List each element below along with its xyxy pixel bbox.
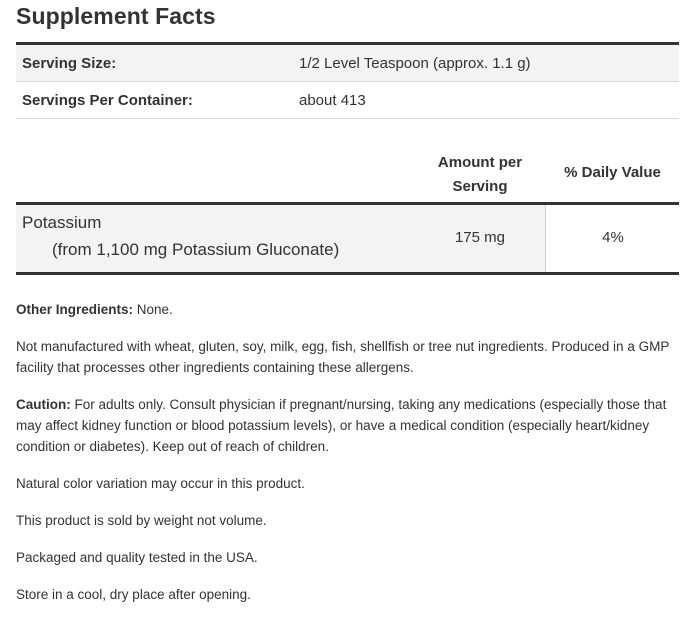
serving-size-value: 1/2 Level Teaspoon (approx. 1.1 g) <box>299 54 531 72</box>
servings-per-container-label: Servings Per Container: <box>22 91 193 109</box>
daily-value-header: % Daily Value <box>564 164 661 181</box>
nutrient-daily-value: 4% <box>602 229 624 246</box>
caution-label: Caution: <box>16 397 71 412</box>
other-ingredients-label: Other Ingredients: <box>16 302 134 317</box>
page-title: Supplement Facts <box>16 3 216 29</box>
other-ingredients-value: None. <box>133 302 173 317</box>
amount-header-line1: Amount per <box>437 154 523 171</box>
nutrient-source: (from 1,100 mg Potassium Gluconate) <box>52 240 340 259</box>
amount-per-serving-header <box>426 151 534 199</box>
weight-note: This product is sold by weight not volume. <box>16 513 267 528</box>
nutrient-amount: 175 mg <box>454 229 506 246</box>
servings-per-container-value: about 413 <box>299 91 366 109</box>
serving-size-label: Serving Size: <box>22 54 117 72</box>
nutrient-name: Potassium <box>22 213 102 232</box>
servings-per-container-row <box>16 82 679 119</box>
other-ingredients <box>16 299 676 320</box>
nutrient-table <box>16 144 679 275</box>
nutrient-name-cell <box>16 205 545 272</box>
serving-size-row <box>16 45 679 82</box>
storage-note: Store in a cool, dry place after opening. <box>16 587 251 602</box>
nutrient-table-header <box>16 144 679 205</box>
daily-value-cell <box>545 205 680 272</box>
allergen-statement: Not manufactured with wheat, gluten, soy, milk, egg, fish, shellfish or tree nut ingredients. Produced in a GMP facility that processes other ingredients containing these allergens. <box>16 339 670 375</box>
packaged-note: Packaged and quality tested in the USA. <box>16 550 258 565</box>
caution-statement <box>16 394 676 457</box>
caution-text: For adults only. Consult physician if pregnant/nursing, taking any medications (especially those that may affect kidney function or blood potassium levels), or have a medical condition (especially heart/kidney condition or diabetes). Keep out of reach of children. <box>16 397 667 454</box>
amount-header-line2: Serving <box>452 178 508 195</box>
nutrient-row <box>16 205 679 275</box>
serving-info-table <box>16 42 679 119</box>
color-variation-note: Natural color variation may occur in this product. <box>16 476 305 491</box>
